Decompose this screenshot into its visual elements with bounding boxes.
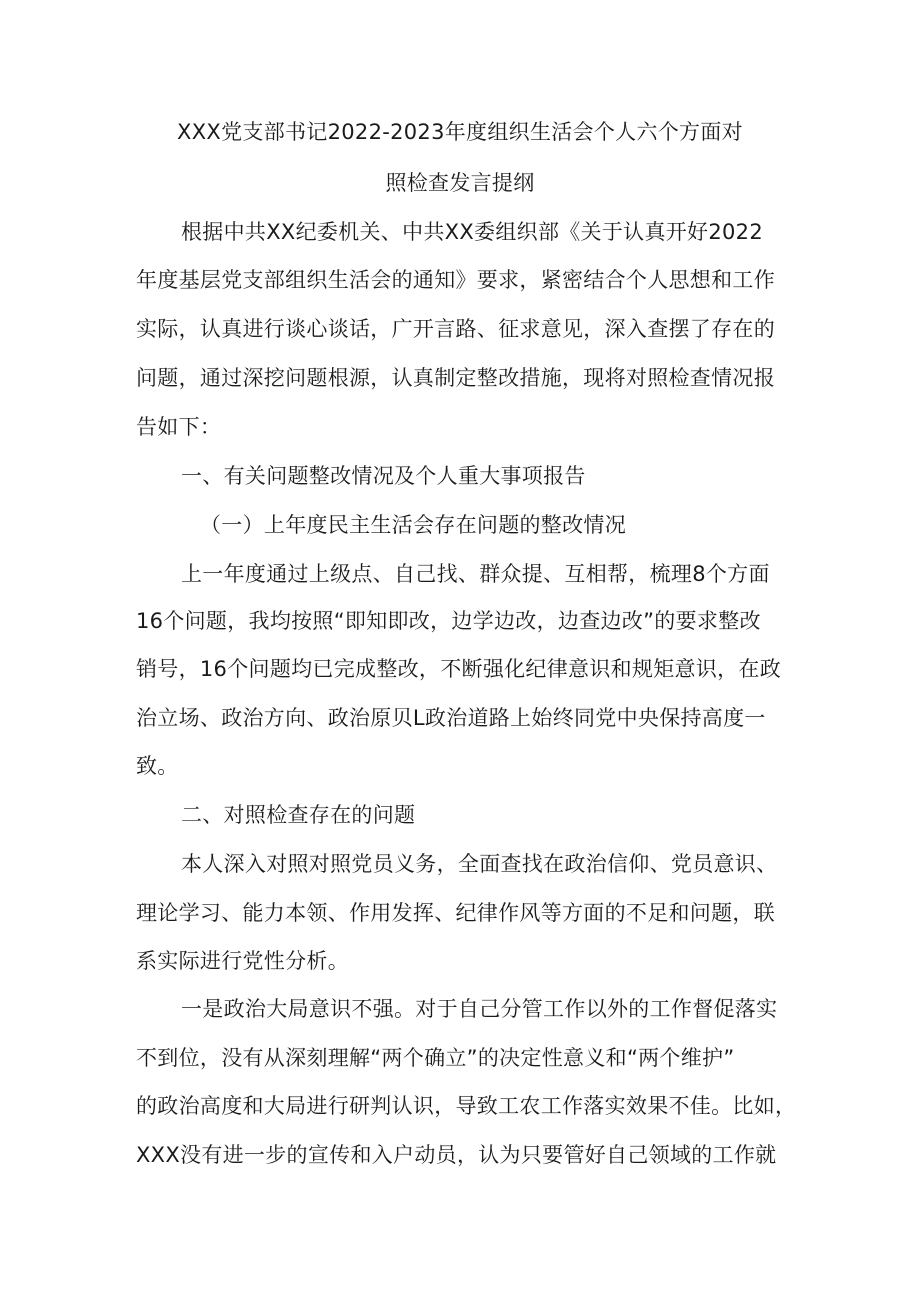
paragraph-line: 销号，16个问题均已完成整改，不断强化纪律意识和规矩意识，在政: [136, 657, 782, 681]
paragraph-line: 系实际进行党性分析。: [136, 949, 349, 973]
paragraph-line: 实际，认真进行谈心谈话，广开言路、征求意见，深入查摆了存在的: [136, 317, 775, 341]
paragraph-line: XXX没有进一步的宣传和入户动员，认为只要管好自己领域的工作就: [136, 1143, 777, 1167]
section-heading: 二、对照检查存在的问题: [181, 803, 416, 827]
paragraph-line: 问题，通过深挖问题根源，认真制定整改措施，现将对照检查情况报: [136, 366, 775, 390]
paragraph-line: 本人深入对照对照党员义务，全面查找在政治信仰、党员意识、: [181, 852, 778, 876]
paragraph-line: 一是政治大局意识不强。对于自己分管工作以外的工作督促落实: [181, 997, 778, 1021]
document-title-line-1: XXX党支部书记2022-2023年度组织生活会个人六个方面对: [177, 120, 743, 144]
paragraph-line: 治立场、政治方向、政治原贝L政治道路上始终同党中央保持高度一: [136, 706, 766, 730]
paragraph-line: 的政治高度和大局进行研判认识，导致工农工作落实效果不佳。比如，: [136, 1094, 797, 1118]
paragraph-line: 根据中共XX纪委机关、中共XX委组织部《关于认真开好2022: [181, 220, 763, 244]
paragraph-line: 上一年度通过上级点、自己找、群众提、互相帮，梳理8个方面: [181, 562, 770, 586]
paragraph-line: 年度基层党支部组织生活会的通知》要求，紧密结合个人思想和工作: [136, 268, 775, 292]
paragraph-line: 告如下：: [136, 415, 222, 439]
section-heading: 一、有关问题整改情况及个人重大事项报告: [181, 464, 586, 488]
paragraph-line: 理论学习、能力本领、作用发挥、纪律作风等方面的不足和问题，联: [136, 901, 775, 925]
paragraph-line: 16个问题，我均按照“即知即改，边学边改，边查边改”的要求整改: [136, 609, 761, 633]
subsection-heading: （一）上年度民主生活会存在问题的整改情况: [200, 513, 626, 537]
document-title-line-2: 照检查发言提纲: [385, 171, 535, 195]
paragraph-line: 致。: [136, 754, 179, 778]
paragraph-line: 不到位，没有从深刻理解“两个确立”的决定性意义和“两个维护”: [136, 1046, 735, 1070]
